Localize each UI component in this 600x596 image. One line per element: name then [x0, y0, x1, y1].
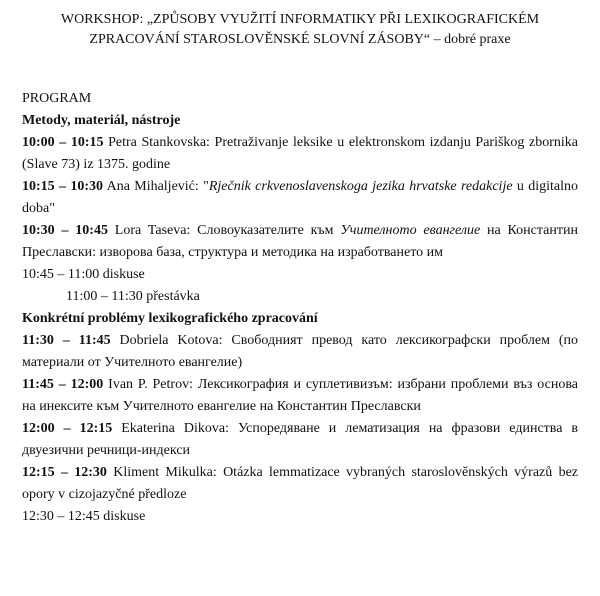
program-entry [22, 418, 578, 462]
program-entry [22, 176, 578, 220]
entry-time: 10:30 – 10:45 [22, 223, 108, 238]
entry-text-tail: u digitalno doba" [22, 179, 578, 216]
title-line-2 [10, 30, 590, 50]
program-entry [22, 330, 578, 374]
entry-italic-title: Rječnik crkvenoslavenskoga jezika hrvatske redakcije [208, 179, 513, 194]
program-body [22, 88, 578, 528]
discussion-slot: 10:45 – 11:00 diskuse [22, 267, 145, 282]
entry-time: 10:15 – 10:30 [22, 179, 104, 194]
title-line-2-caps: ZPRACOVÁNÍ STAROSLOVĚNSKÉ SLOVNÍ ZÁSOBY“ [89, 32, 431, 47]
workshop-title [10, 10, 590, 50]
program-entry [22, 220, 578, 264]
entry-text-tail: на Константин Преславски: изворова база, структура и методика на изработването им [22, 223, 578, 260]
entry-italic-title: Учителното евангелие [340, 223, 481, 238]
program-label: PROGRAM [22, 91, 92, 106]
program-entry [22, 132, 578, 176]
program-entry [22, 374, 578, 418]
entry-text: Kliment Mikulka: Otázka lemmatizace vybraných staroslověnských výrazů bez opory v cizojazyčné předloze [22, 465, 578, 502]
entry-text: Petra Stankovska: Pretraživanje leksike u elektronskom izdanju Pariškog zbornika (Slave 73) iz 1375. godine [22, 135, 579, 172]
entry-time: 11:30 – 11:45 [22, 333, 111, 348]
title-line-1: WORKSHOP: „ZPŮSOBY VYUŽITÍ INFORMATIKY PŘI LEXIKOGRAFICKÉM [60, 12, 540, 27]
entry-time: 10:00 – 10:15 [22, 135, 104, 150]
entry-text: Ekaterina Dikova: Успоредяване и лематизация на фразови единства в двуезични речници-индекси [22, 421, 578, 458]
entry-time: 12:15 – 12:30 [22, 465, 107, 480]
entry-time: 11:45 – 12:00 [22, 377, 104, 392]
section-heading-problems: Konkrétní problémy lexikografického zpracování [22, 311, 318, 326]
entry-text: Lora Taseva: Словоуказателите към [107, 223, 341, 238]
break-slot: 11:00 – 11:30 přestávka [66, 289, 200, 304]
entry-text: Ana Mihaljević: " [103, 179, 209, 194]
entry-text: Dobriela Kotova: Свободният превод като лексикографски проблем (по материали от Учителното евангелие) [22, 333, 578, 370]
entry-time: 12:00 – 12:15 [22, 421, 113, 436]
discussion-slot: 12:30 – 12:45 diskuse [22, 509, 146, 524]
title-line-2-rest: – dobré praxe [430, 32, 511, 47]
section-heading-methods: Metody, materiál, nástroje [22, 113, 181, 128]
program-entry [22, 462, 578, 506]
entry-text: Ivan P. Petrov: Лексикография и суплетивизъм: избрани проблеми въз основа на инексите към Учителното евангелие на Константин Преславски [22, 377, 578, 414]
